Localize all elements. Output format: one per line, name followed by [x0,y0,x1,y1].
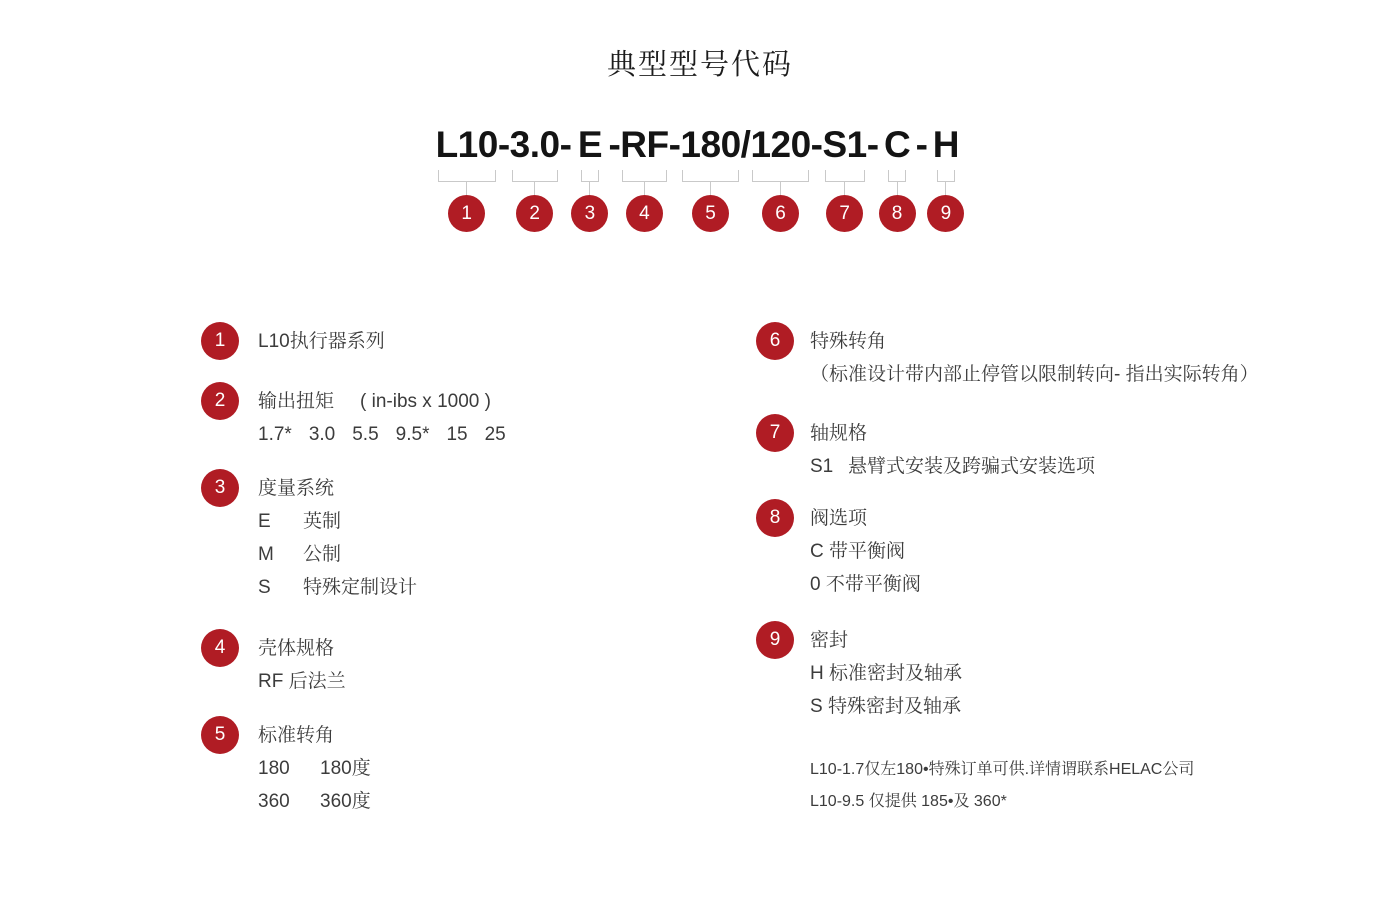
badge-number: 2 [214,390,226,411]
code-segment-torque [510,122,560,232]
legend-number-badge [201,382,239,420]
code-separator [498,122,510,168]
legend-code: S [258,577,271,598]
code-separator [867,122,879,168]
callout-circle-5 [692,195,729,232]
legend-item-2 [201,382,506,451]
bracket-stem [644,182,645,195]
torque-value: 25 [484,424,506,445]
code-segment-valve [879,122,916,232]
code-segment-series [436,122,498,232]
legend-row [810,450,1095,483]
legend-item-8 [756,499,921,601]
legend-title: L10执行器系列 [258,331,385,352]
torque-value: 3.0 [308,424,336,445]
bracket-stem [534,182,535,195]
bracket [581,170,599,182]
legend-title: 度量系统 [258,478,335,499]
callout-circle-2 [516,195,553,232]
code-text: H [932,124,960,165]
torque-value: 9.5* [395,424,430,445]
legend-line: （标准设计带内部止停管以限制转向- 指出实际转角） [810,364,1259,385]
legend-code: 360 [258,791,290,812]
bracket-stem [780,182,781,195]
legend-number-badge [201,716,239,754]
bracket [512,170,558,182]
bracket [825,170,865,182]
callout-circle-8 [879,195,916,232]
footnotes [810,754,1194,818]
callout-number: 9 [940,202,952,224]
bracket [752,170,808,182]
code-text: - [497,124,510,165]
code-text: L10 [435,124,498,165]
bracket [682,170,738,182]
legend-unit: ( in-ibs x 1000 ) [360,391,491,412]
code-text: E [577,124,603,165]
legend-line: S 特殊密封及轴承 [810,696,961,717]
legend-number-badge [201,322,239,360]
badge-number: 5 [214,724,226,745]
legend-code: E [258,511,271,532]
footnote: L10-9.5 仅提供 185•及 360* [810,793,1007,810]
code-separator [916,122,928,168]
legend-number-badge [201,469,239,507]
code-separator [669,122,681,168]
legend-title: 输出扭矩 [258,391,335,412]
legend-title: 轴规格 [810,423,868,444]
legend-item-9 [756,621,962,723]
legend-number-badge [756,499,794,537]
code-text: 3.0 [509,124,560,165]
legend-number-badge [756,322,794,360]
legend-number-badge [756,414,794,452]
code-segment-measure [571,122,608,232]
legend-item-5 [201,716,371,818]
bracket [622,170,666,182]
badge-number: 1 [214,330,226,351]
code-segment-standard-rotation [680,122,740,232]
legend-line: RF 后法兰 [258,671,346,692]
bracket [438,170,496,182]
torque-value: 5.5 [352,424,379,445]
code-segment-housing [620,122,668,232]
legend-line: 0 不带平衡阀 [810,574,921,595]
legend-item-6 [756,322,1259,391]
page-title: 典型型号代码 [606,49,793,81]
legend-row [258,538,417,571]
legend-desc: 特殊定制设计 [303,577,418,598]
code-separator [608,122,620,168]
legend-code: 180 [258,758,290,779]
torque-values [258,418,506,451]
bracket [937,170,955,182]
legend-title: 阀选项 [810,508,868,529]
code-segment-special-rotation [750,122,810,232]
footnote: L10-1.7仅左180•特殊订单可供.详情谓联系HELAC公司 [810,761,1195,778]
legend-row [258,571,417,604]
legend-desc: 悬臂式安装及跨骗式安装选项 [848,456,1096,477]
legend-line: C 带平衡阀 [810,541,906,562]
bracket-stem [589,182,590,195]
callout-number: 2 [529,202,540,224]
callout-number: 8 [891,202,903,224]
code-text: 180 [680,124,741,165]
legend-title: 标准转角 [258,725,335,746]
code-text: - [559,124,572,165]
badge-number: 8 [769,507,781,528]
code-text: RF [620,124,669,165]
legend-title: 壳体规格 [258,638,335,659]
badge-number: 6 [769,330,781,351]
callout-circle-6 [762,195,799,232]
callout-number: 7 [839,202,850,224]
bracket [888,170,906,182]
code-text: 120 [750,124,811,165]
callout-circle-4 [626,195,663,232]
code-segment-seal [927,122,964,232]
model-code-diagram [0,122,1400,232]
legend-row [258,785,371,818]
legend-row [258,752,371,785]
bracket-stem [844,182,845,195]
legend-item-4 [201,629,346,698]
bracket-stem [466,182,467,195]
code-text: - [866,124,879,165]
legend-line: H 标准密封及轴承 [810,663,963,684]
callout-number: 3 [584,202,596,224]
callout-circle-7 [826,195,863,232]
code-segment-shaft [823,122,867,232]
badge-number: 7 [769,422,781,443]
legend-title: 密封 [810,630,849,651]
legend-row [258,505,417,538]
code-text: - [668,124,681,165]
code-text: - [608,124,621,165]
legend-desc: 180度 [320,758,371,779]
legend-number-badge [756,621,794,659]
badge-number: 4 [214,637,226,658]
legend-code: M [258,544,274,565]
legend-desc: 360度 [320,791,371,812]
legend-code: S1 [810,456,834,477]
badge-number: 3 [214,477,226,498]
callout-number: 1 [461,202,472,224]
callout-number: 6 [775,202,786,224]
callout-circle-3 [571,195,608,232]
bracket-stem [945,182,946,195]
callout-circle-1 [448,195,485,232]
legend-title: 特殊转角 [810,331,887,352]
legend-desc: 公制 [303,544,342,565]
code-text: / [740,124,751,165]
code-separator [560,122,572,168]
code-text: C [883,124,911,165]
legend-item-1 [201,322,385,360]
code-text: - [810,124,823,165]
code-text: - [915,124,928,165]
callout-circle-9 [927,195,964,232]
legend-item-3 [201,469,417,604]
bracket-stem [710,182,711,195]
torque-value: 1.7* [258,424,292,445]
legend-number-badge [201,629,239,667]
code-separator-slash [741,122,751,168]
torque-value: 15 [446,424,468,445]
code-text: S1 [822,124,867,165]
legend-desc: 英制 [303,511,342,532]
badge-number: 9 [769,629,781,650]
code-separator [811,122,823,168]
bracket-stem [897,182,898,195]
callout-number: 5 [705,202,716,224]
legend-item-7 [756,414,1095,483]
callout-number: 4 [639,202,650,224]
